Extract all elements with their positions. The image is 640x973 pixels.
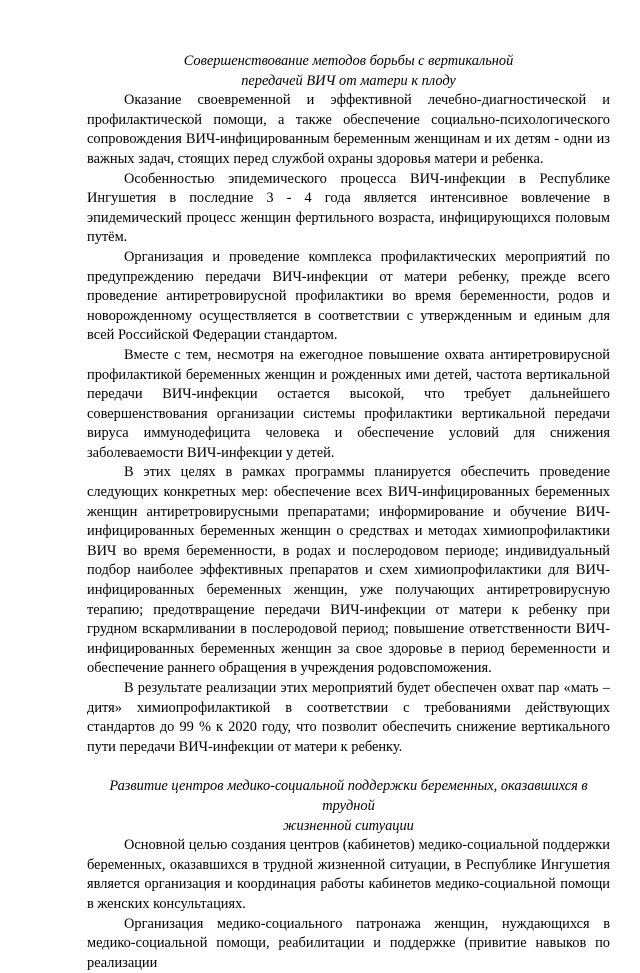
section-1-paragraph-4: Вместе с тем, несмотря на ежегодное повышение охвата антиретровирусной профилактикой беременных женщин и рожденных ими детей, частота вертикальной передачи ВИЧ-инфекции остается высокой, что требует дальнейшего совершенствования организации системы профилактики вертикальной передачи вируса иммунодефицита человека и обеспечение условий для снижения заболеваемости ВИЧ-инфекции у детей. — [87, 346, 610, 461]
section-1-paragraph-6: В результате реализации этих мероприятий будет обеспечен охват пар «мать – дитя» химиопрофилактикой в соответствии с требованиями действующих стандартов до 99 % к 2020 году, что позволит обеспечить снижение вертикального пути передачи ВИЧ-инфекции от матери к ребенку. — [87, 680, 610, 755]
section-1-paragraph-2: Особенностью эпидемического процесса ВИЧ-инфекции в Республике Ингушетия в последние 3 - 4 года является интенсивное вовлечение в эпидемический процесс женщин фертильного возраста, инфицирующихся половым путём. — [87, 170, 610, 246]
section-1-paragraph-5: В этих целях в рамках программы планируется обеспечить проведение следующих конкретных мер: обеспечение всех ВИЧ-инфицированных беременных женщин антиретровирусными препаратами; информирование и обучение ВИЧ-инфицированных беременных женщин о средствах и методах химиопрофилактики ВИЧ во время беременности, в родах и послеродовом периоде; индивидуальный подбор наиболее эффективных препаратов и схем химиопрофилактики для ВИЧ-инфицированных беременных женщин, уже получающих антиретровирусную терапию; предотвращение передачи ВИЧ-инфекции от матери к ребенку при грудном вскармливании в послеродовой период; повышение ответственности ВИЧ-инфицированных беременных женщин за свое здоровье в период беременности и обеспечение раннего обращения в учреждения родовспоможения. — [87, 464, 610, 677]
section-2-title — [87, 777, 610, 836]
section-1-paragraph-3: Организация и проведение комплекса профилактических мероприятий по предупреждению передачи ВИЧ-инфекции от матери ребенку, прежде всего проведение антиретровирусной профилактики во время беременности, родов и новорожденному осуществляется в соответствии с утвержденным и единым для всей Российской Федерации стандартом. — [87, 248, 610, 344]
section-2-paragraph-2: Организация медико-социального патронажа женщин, нуждающихся в медико-социальной помощи, реабилитации и поддержке (привитие навыков по реализации — [87, 915, 610, 971]
section-2-title-line-1: Развитие центров медико-социальной поддержки беременных, оказавшихся в трудной — [109, 778, 588, 814]
section-1-title-line-2: передачей ВИЧ от матери к плоду — [241, 72, 456, 89]
section-1-title — [87, 52, 610, 91]
section-1-title-line-1: Совершенствование методов борьбы с вертикальной — [183, 53, 514, 69]
document-page — [87, 40, 610, 973]
section-2-title-line-2: жизненной ситуации — [283, 817, 414, 834]
section-2-paragraph-1: Основной целью создания центров (кабинетов) медико-социальной поддержки беременных, оказавшихся в трудной жизненной ситуации, в Республике Ингушетия является организация и координация работы кабинетов медико-социальной помощи в женских консультациях. — [87, 837, 610, 912]
section-1-paragraph-1: Оказание своевременной и эффективной лечебно-диагностической и профилактической помощи, а также обеспечение социально-психологического сопровождения ВИЧ-инфицированным беременным женщинам и их детям - одни из важных задач, стоящих перед службой охраны здоровья матери и ребенка. — [87, 92, 610, 167]
